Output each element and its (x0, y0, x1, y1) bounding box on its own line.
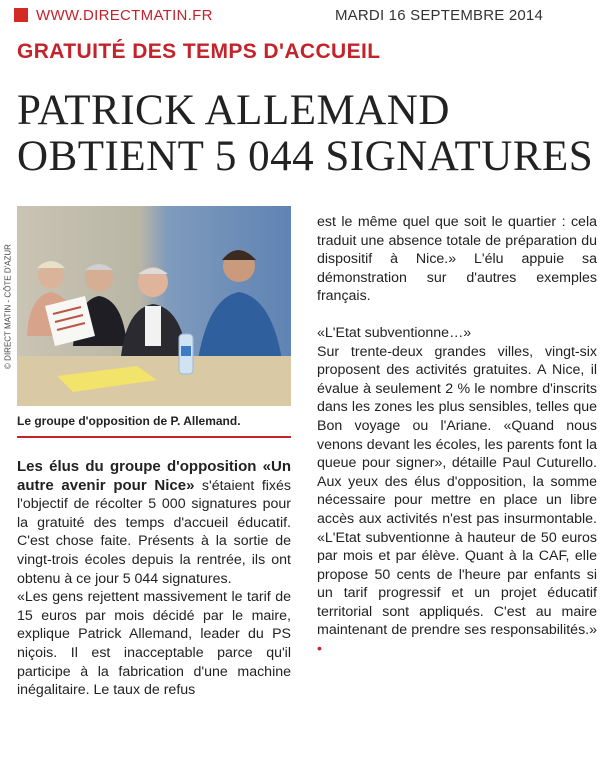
site-url[interactable]: WWW.DIRECTMATIN.FR (36, 7, 213, 24)
continued-paragraph: est le même quel que soit le quartier : cela traduit une absence totale de préparation du dispositif à Nice.» L'élu appuie sa démonstration sur d'autres exemples français. (317, 214, 597, 305)
brand-square-icon (14, 8, 28, 22)
article-headline (17, 88, 597, 180)
lead-paragraph (17, 458, 291, 588)
article-column-left (17, 458, 291, 700)
end-mark-icon: • (317, 641, 322, 658)
masthead-bar (8, 4, 601, 30)
article-column-right (317, 213, 597, 659)
lead-text: s'étaient fixés l'objectif de récolter 5 000 signatures pour la gratuité des temps d'accueil éducatif. C'est chose faite. Présents à la sortie de vingt-trois écoles depuis la rentrée, ils ont obtenu à ce jour 5 044 signatures. (17, 477, 291, 587)
closing-paragraph (317, 343, 597, 659)
photo-illustration (17, 206, 291, 406)
headline-line-1: PATRICK ALLEMAND (17, 87, 450, 134)
closing-text: Sur trente-deux grandes villes, vingt-six proposent des activités gratuites. A Nice, il évalue à seulement 2 % le nombre d'inscrits dans les zones les plus sensibles, telles que Bon voyage ou l'Ariane. «Quand nous venons devant les écoles, les parents font la queue pour signer», détaille Paul Cuturello. Aux yeux des élus d'opposition, la somme nécessaire pour mettre en place un libre accès aux activités n'est pas insurmontable. «L'Etat subventionne à hauteur de 50 euros par mois et par élève. Quant à la CAF, elle propose 50 cents de l'heure par enfants si un tarif progressif et un projet éducatif territorial sont appliqués. C'est au maire maintenant de prendre ses responsabilités.» (317, 343, 597, 639)
caption-divider (17, 436, 291, 438)
photo-credit (2, 210, 14, 406)
headline-line-2: OBTIENT 5 044 SIGNATURES (17, 133, 594, 180)
photo-caption: Le groupe d'opposition de P. Allemand. (17, 414, 241, 428)
article-photo (17, 206, 291, 406)
quote-paragraph: «Les gens rejettent massivement le tarif de 15 euros par mois décidé par le maire, explique Patrick Allemand, leader du PS niçois. Il est inacceptable parce qu'il participe à la fabrication d'une machine inégalitaire. Le taux de refus (17, 589, 291, 699)
photo-credit-text: © DIRECT MATIN - CÔTE D'AZUR (3, 244, 13, 369)
section-kicker: GRATUITÉ DES TEMPS D'ACCUEIL (17, 40, 381, 63)
issue-date: MARDI 16 SEPTEMBRE 2014 (334, 7, 543, 24)
lead-bold: Les élus du groupe d'opposition «Un autre avenir pour Nice» (17, 458, 291, 494)
subheading: «L'Etat subventionne…» (317, 324, 472, 341)
